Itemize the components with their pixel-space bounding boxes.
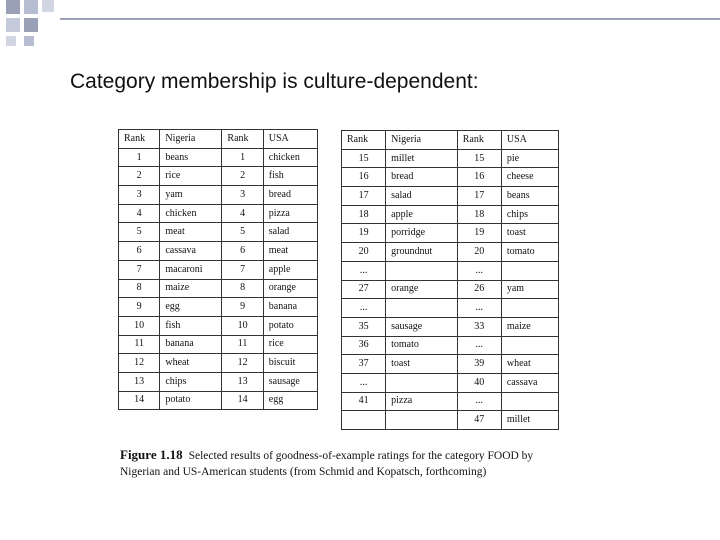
food-cell: chips: [160, 372, 222, 391]
food-cell: banana: [263, 298, 317, 317]
decor-square: [24, 18, 38, 32]
rank-cell: 39: [457, 355, 501, 374]
food-cell: [386, 373, 458, 392]
decor-square: [42, 0, 54, 12]
food-cell: rice: [160, 167, 222, 186]
header-rule: [60, 18, 720, 20]
rank-cell: 37: [342, 355, 386, 374]
column-header: Rank: [342, 131, 386, 150]
rank-cell: 18: [342, 205, 386, 224]
column-header: Nigeria: [386, 131, 458, 150]
table-row: [119, 354, 318, 373]
food-cell: fish: [160, 316, 222, 335]
rank-cell: 26: [457, 280, 501, 299]
food-cell: yam: [501, 280, 558, 299]
decor-square: [24, 0, 38, 14]
rank-cell: 3: [119, 186, 160, 205]
column-header: Rank: [222, 130, 263, 149]
table-row: [119, 186, 318, 205]
decor-square: [6, 0, 20, 14]
food-cell: maize: [160, 279, 222, 298]
column-header: Rank: [119, 130, 160, 149]
food-cell: banana: [160, 335, 222, 354]
rank-cell: 40: [457, 373, 501, 392]
food-cell: toast: [501, 224, 558, 243]
rank-cell: ...: [342, 261, 386, 280]
figure-caption-text: Selected results of goodness-of-example ratings for the category FOOD by Nigerian and US-American students (from Schmid and Kopatsch, forthcoming): [120, 450, 534, 478]
rank-cell: ...: [457, 336, 501, 355]
table-row: [119, 223, 318, 242]
rank-cell: 4: [222, 204, 263, 223]
table-row: [342, 149, 559, 168]
rank-cell: 6: [222, 242, 263, 261]
food-cell: apple: [386, 205, 458, 224]
table-row: [342, 243, 559, 262]
rank-cell: 5: [119, 223, 160, 242]
food-cell: [501, 261, 558, 280]
table-row: [119, 279, 318, 298]
rank-cell: 15: [457, 149, 501, 168]
rank-cell: 2: [119, 167, 160, 186]
food-cell: meat: [263, 242, 317, 261]
rank-cell: 8: [119, 279, 160, 298]
table-row: [342, 261, 559, 280]
food-cell: chicken: [263, 148, 317, 167]
column-header: Nigeria: [160, 130, 222, 149]
rank-cell: 35: [342, 317, 386, 336]
table-row: [342, 411, 559, 430]
food-cell: potato: [263, 316, 317, 335]
rank-cell: 16: [457, 168, 501, 187]
rank-cell: 10: [222, 316, 263, 335]
food-cell: egg: [160, 298, 222, 317]
food-cell: sausage: [386, 317, 458, 336]
food-cell: [501, 336, 558, 355]
food-cell: bread: [386, 168, 458, 187]
rank-cell: ...: [457, 392, 501, 411]
rank-cell: 11: [119, 335, 160, 354]
food-cell: pie: [501, 149, 558, 168]
rank-cell: 18: [457, 205, 501, 224]
food-cell: chips: [501, 205, 558, 224]
rank-cell: 9: [119, 298, 160, 317]
rank-cell: 12: [119, 354, 160, 373]
rank-cell: 27: [342, 280, 386, 299]
rank-cell: 1: [119, 148, 160, 167]
rank-cell: 11: [222, 335, 263, 354]
rank-cell: 19: [342, 224, 386, 243]
rank-cell: 14: [222, 391, 263, 410]
food-cell: [501, 299, 558, 318]
table-row: [342, 373, 559, 392]
table-row: [342, 168, 559, 187]
food-cell: beans: [160, 148, 222, 167]
rank-cell: 33: [457, 317, 501, 336]
rank-cell: 10: [119, 316, 160, 335]
ranking-table-left: [118, 129, 318, 410]
decor-square: [24, 36, 34, 46]
table-row: [119, 148, 318, 167]
food-cell: cassava: [160, 242, 222, 261]
food-cell: apple: [263, 260, 317, 279]
rank-cell: ...: [342, 373, 386, 392]
rank-cell: 20: [457, 243, 501, 262]
food-cell: orange: [263, 279, 317, 298]
food-cell: bread: [263, 186, 317, 205]
food-cell: potato: [160, 391, 222, 410]
figure-caption: [120, 446, 560, 480]
food-cell: cassava: [501, 373, 558, 392]
food-cell: [386, 261, 458, 280]
table-row: [342, 355, 559, 374]
food-cell: sausage: [263, 372, 317, 391]
column-header: Rank: [457, 131, 501, 150]
table-row: [119, 260, 318, 279]
food-cell: millet: [386, 149, 458, 168]
rank-cell: 7: [222, 260, 263, 279]
rank-cell: [342, 411, 386, 430]
rank-cell: 12: [222, 354, 263, 373]
rank-cell: 5: [222, 223, 263, 242]
table-row: [119, 391, 318, 410]
food-cell: biscuit: [263, 354, 317, 373]
rank-cell: 2: [222, 167, 263, 186]
rank-cell: 4: [119, 204, 160, 223]
food-cell: pizza: [263, 204, 317, 223]
decor-square: [6, 18, 20, 32]
rank-cell: 3: [222, 186, 263, 205]
table-row: [342, 224, 559, 243]
food-cell: [501, 392, 558, 411]
rank-cell: ...: [457, 299, 501, 318]
rank-cell: 13: [222, 372, 263, 391]
table-row: [342, 205, 559, 224]
rank-cell: 7: [119, 260, 160, 279]
food-cell: toast: [386, 355, 458, 374]
rank-cell: 20: [342, 243, 386, 262]
decor-square: [6, 36, 16, 46]
food-cell: pizza: [386, 392, 458, 411]
food-cell: porridge: [386, 224, 458, 243]
figure-label: Figure 1.18: [120, 447, 183, 462]
food-cell: maize: [501, 317, 558, 336]
food-cell: millet: [501, 411, 558, 430]
table-row: [119, 298, 318, 317]
column-header: USA: [263, 130, 317, 149]
table-row: [342, 392, 559, 411]
food-cell: tomato: [386, 336, 458, 355]
food-cell: beans: [501, 187, 558, 206]
rank-cell: 1: [222, 148, 263, 167]
food-cell: chicken: [160, 204, 222, 223]
rank-cell: 15: [342, 149, 386, 168]
rank-cell: ...: [457, 261, 501, 280]
ranking-table-right: [341, 130, 559, 430]
table-row: [119, 242, 318, 261]
rank-cell: 6: [119, 242, 160, 261]
food-cell: fish: [263, 167, 317, 186]
food-cell: [386, 299, 458, 318]
food-cell: wheat: [501, 355, 558, 374]
food-cell: tomato: [501, 243, 558, 262]
rank-cell: 14: [119, 391, 160, 410]
rank-cell: 19: [457, 224, 501, 243]
rank-cell: 13: [119, 372, 160, 391]
table-row: [119, 372, 318, 391]
food-cell: wheat: [160, 354, 222, 373]
table-row: [342, 187, 559, 206]
slide-title: Category membership is culture-dependent:: [70, 70, 479, 93]
table-row: [119, 316, 318, 335]
rank-cell: 8: [222, 279, 263, 298]
food-cell: groundnut: [386, 243, 458, 262]
table-row: [119, 167, 318, 186]
rank-cell: 36: [342, 336, 386, 355]
table-row: [119, 204, 318, 223]
food-cell: [386, 411, 458, 430]
rank-cell: 9: [222, 298, 263, 317]
rank-cell: 41: [342, 392, 386, 411]
rank-cell: 17: [457, 187, 501, 206]
table-row: [342, 317, 559, 336]
table-row: [342, 336, 559, 355]
food-cell: rice: [263, 335, 317, 354]
rank-cell: ...: [342, 299, 386, 318]
table-header-row: [119, 130, 318, 149]
food-cell: cheese: [501, 168, 558, 187]
food-cell: egg: [263, 391, 317, 410]
column-header: USA: [501, 131, 558, 150]
food-cell: meat: [160, 223, 222, 242]
table-row: [342, 299, 559, 318]
food-cell: orange: [386, 280, 458, 299]
rank-cell: 47: [457, 411, 501, 430]
food-cell: salad: [386, 187, 458, 206]
table-row: [342, 280, 559, 299]
food-cell: macaroni: [160, 260, 222, 279]
food-cell: yam: [160, 186, 222, 205]
table-header-row: [342, 131, 559, 150]
table-row: [119, 335, 318, 354]
food-cell: salad: [263, 223, 317, 242]
rank-cell: 16: [342, 168, 386, 187]
rank-cell: 17: [342, 187, 386, 206]
